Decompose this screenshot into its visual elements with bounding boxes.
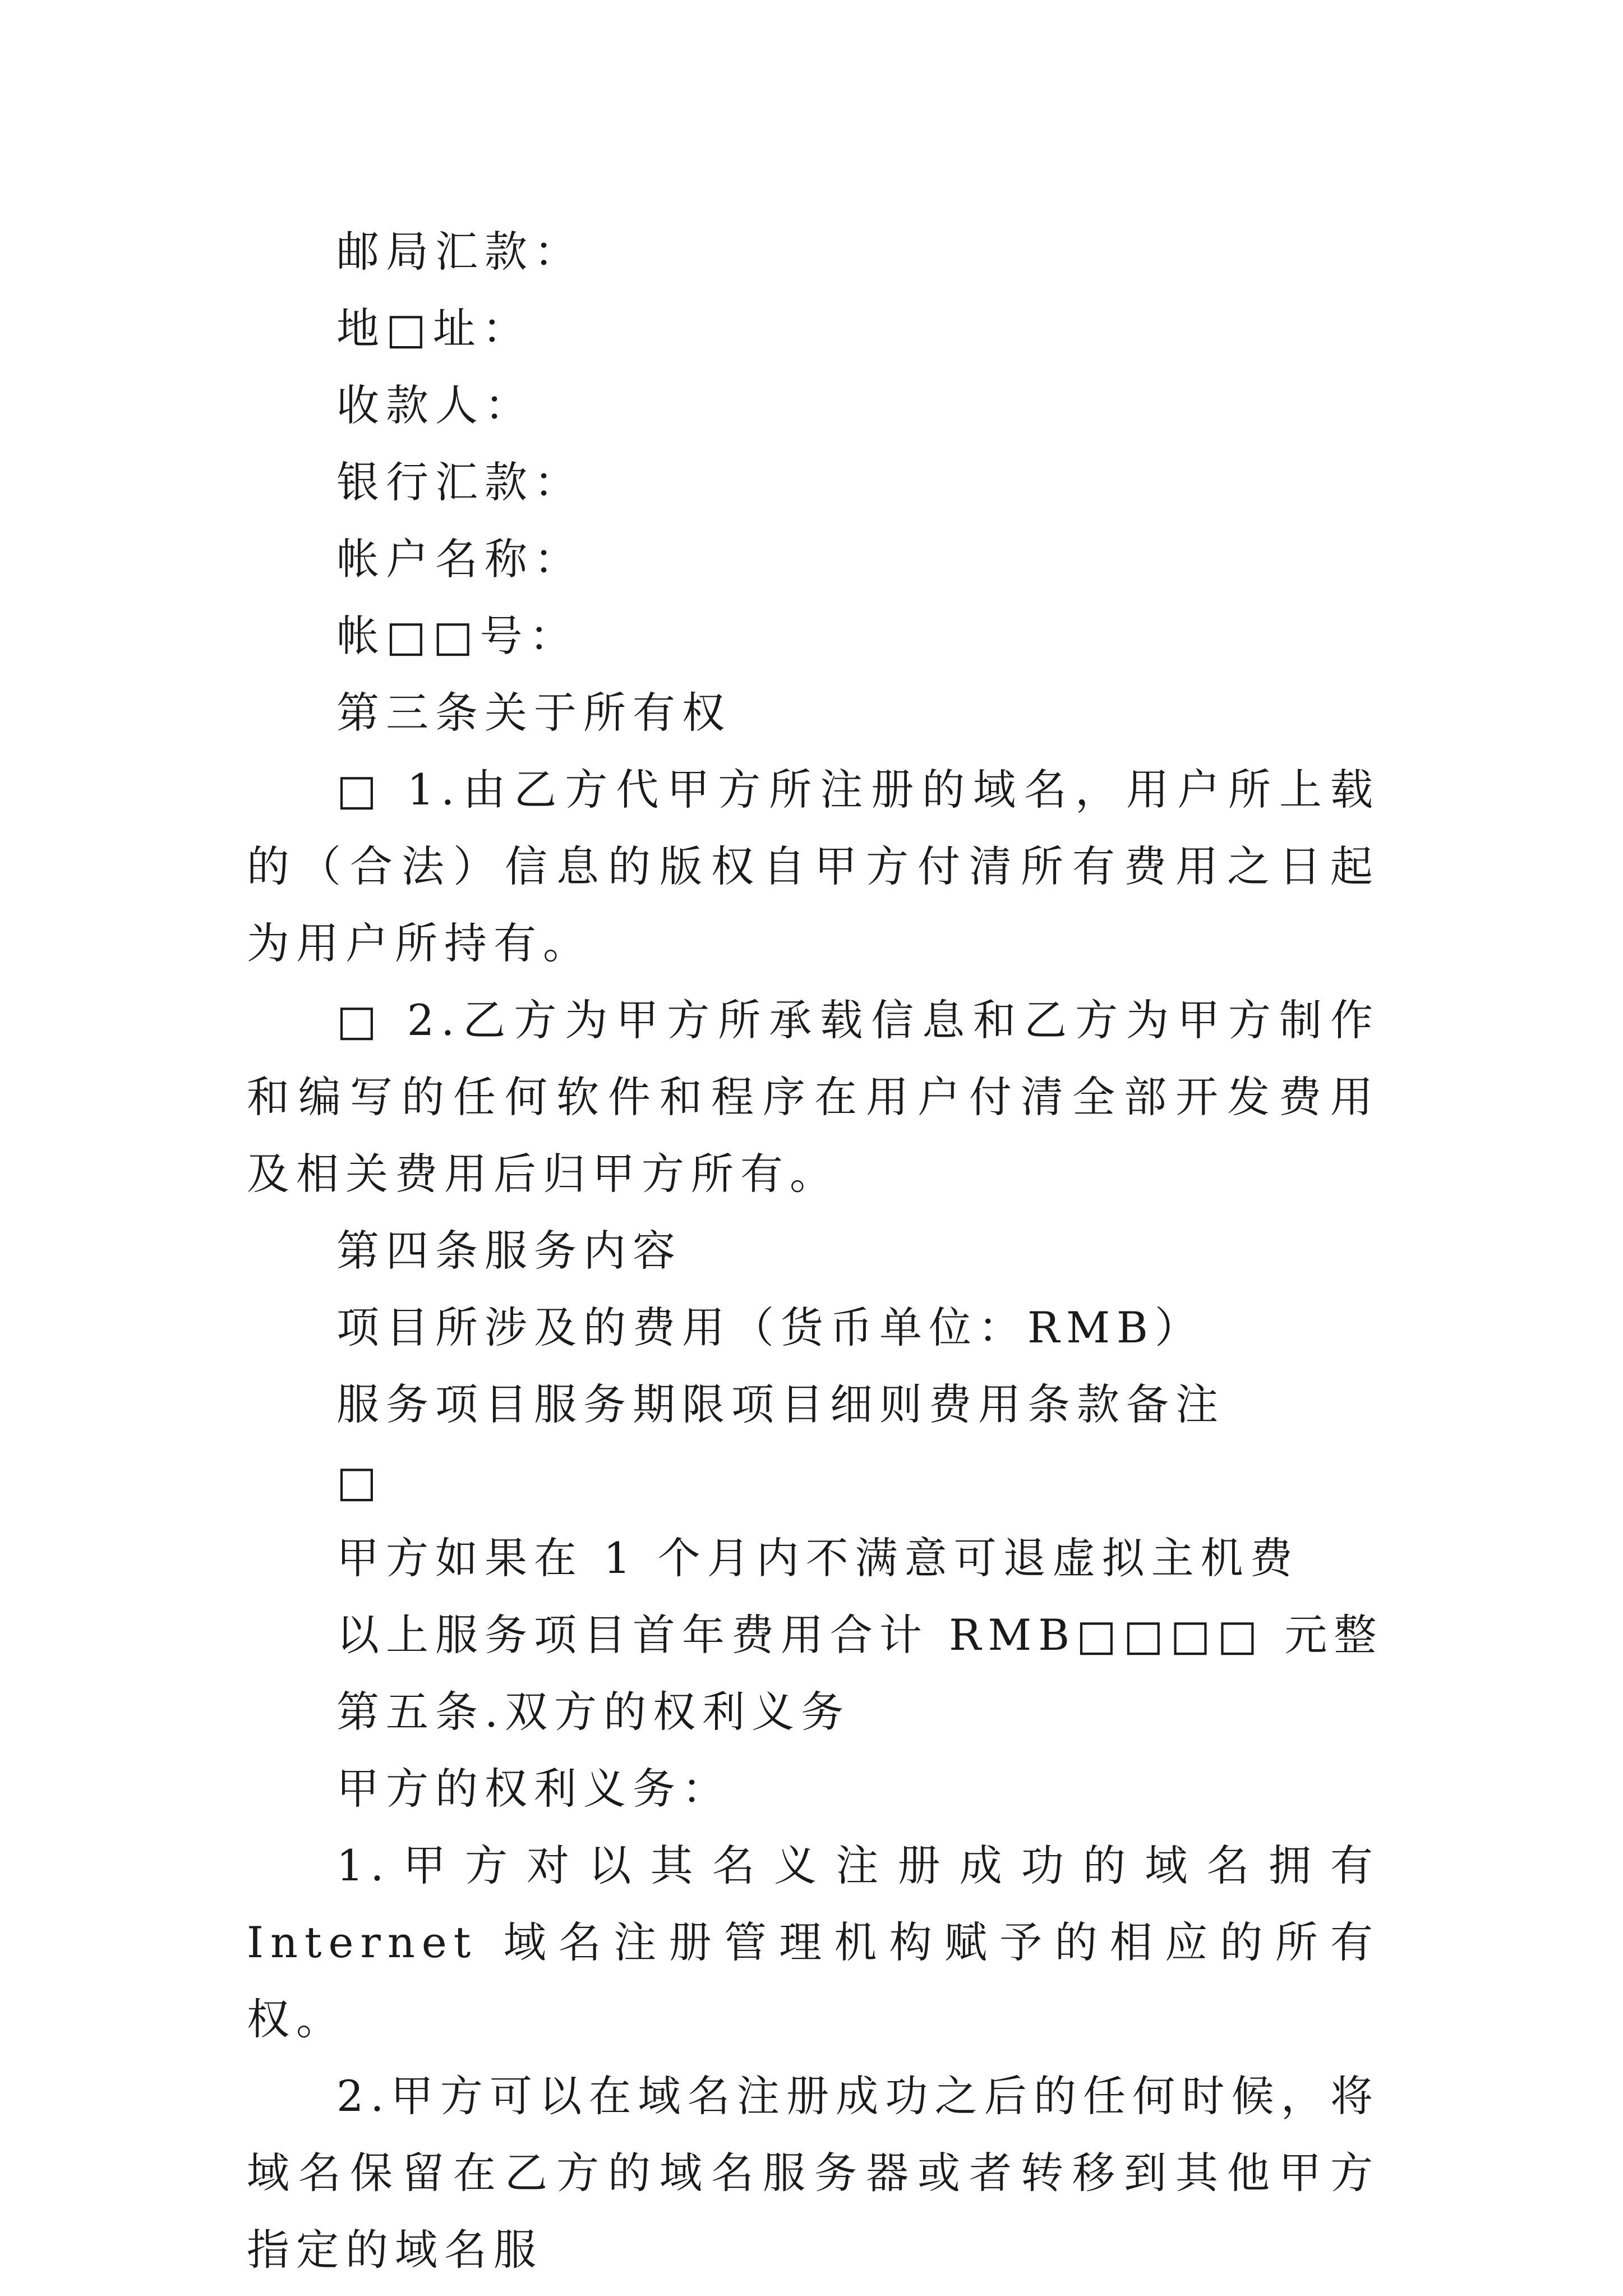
paragraph-ownership-2: □ 2.乙方为甲方所承载信息和乙方为甲方制作和编写的任何软件和程序在用户付清全部开发费用及相关费用后归甲方所有。 [247, 995, 1380, 1199]
document-body [247, 213, 1384, 2288]
text-line-checkbox-placeholder: □ [336, 1456, 384, 1506]
text-line-account-number: 帐□□号： [336, 611, 579, 661]
text-line-refund-note: 甲方如果在 1 个月内不满意可退虚拟主机费 [336, 1533, 1299, 1583]
text-line-fees-currency: 项目所涉及的费用（货币单位：RMB） [336, 1303, 1204, 1352]
text-line-postal-remittance: 邮局汇款： [336, 227, 583, 277]
paragraph-ownership-1: □ 1.由乙方代甲方所注册的域名，用户所上载的（合法）信息的版权自甲方付清所有费用之日起为用户所持有。 [247, 765, 1380, 968]
section-heading-rights-obligations: 第五条.双方的权利义务 [336, 1687, 851, 1737]
section-heading-ownership: 第三条关于所有权 [336, 688, 731, 738]
paragraph-rights-2: 2.甲方可以在域名注册成功之后的任何时候，将域名保留在乙方的域名服务器或者转移到其他甲方指定的域名服 [247, 2071, 1380, 2275]
text-line-party-a-rights: 甲方的权利义务： [336, 1764, 731, 1814]
section-heading-service-content: 第四条服务内容 [336, 1226, 682, 1276]
paragraph-rights-1: 1.甲方对以其名义注册成功的域名拥有 Internet 域名注册管理机构赋予的相应的所有权。 [247, 1841, 1380, 2044]
text-line-table-header: 服务项目服务期限项目细则费用条款备注 [336, 1379, 1225, 1429]
text-line-total-fee: 以上服务项目首年费用合计 RMB□□□□ 元整 [336, 1610, 1384, 1660]
text-line-bank-remittance: 银行汇款： [336, 457, 583, 507]
text-line-address: 地□址： [336, 303, 532, 353]
text-line-account-name: 帐户名称： [336, 534, 583, 584]
text-line-payee: 收款人： [336, 380, 534, 430]
